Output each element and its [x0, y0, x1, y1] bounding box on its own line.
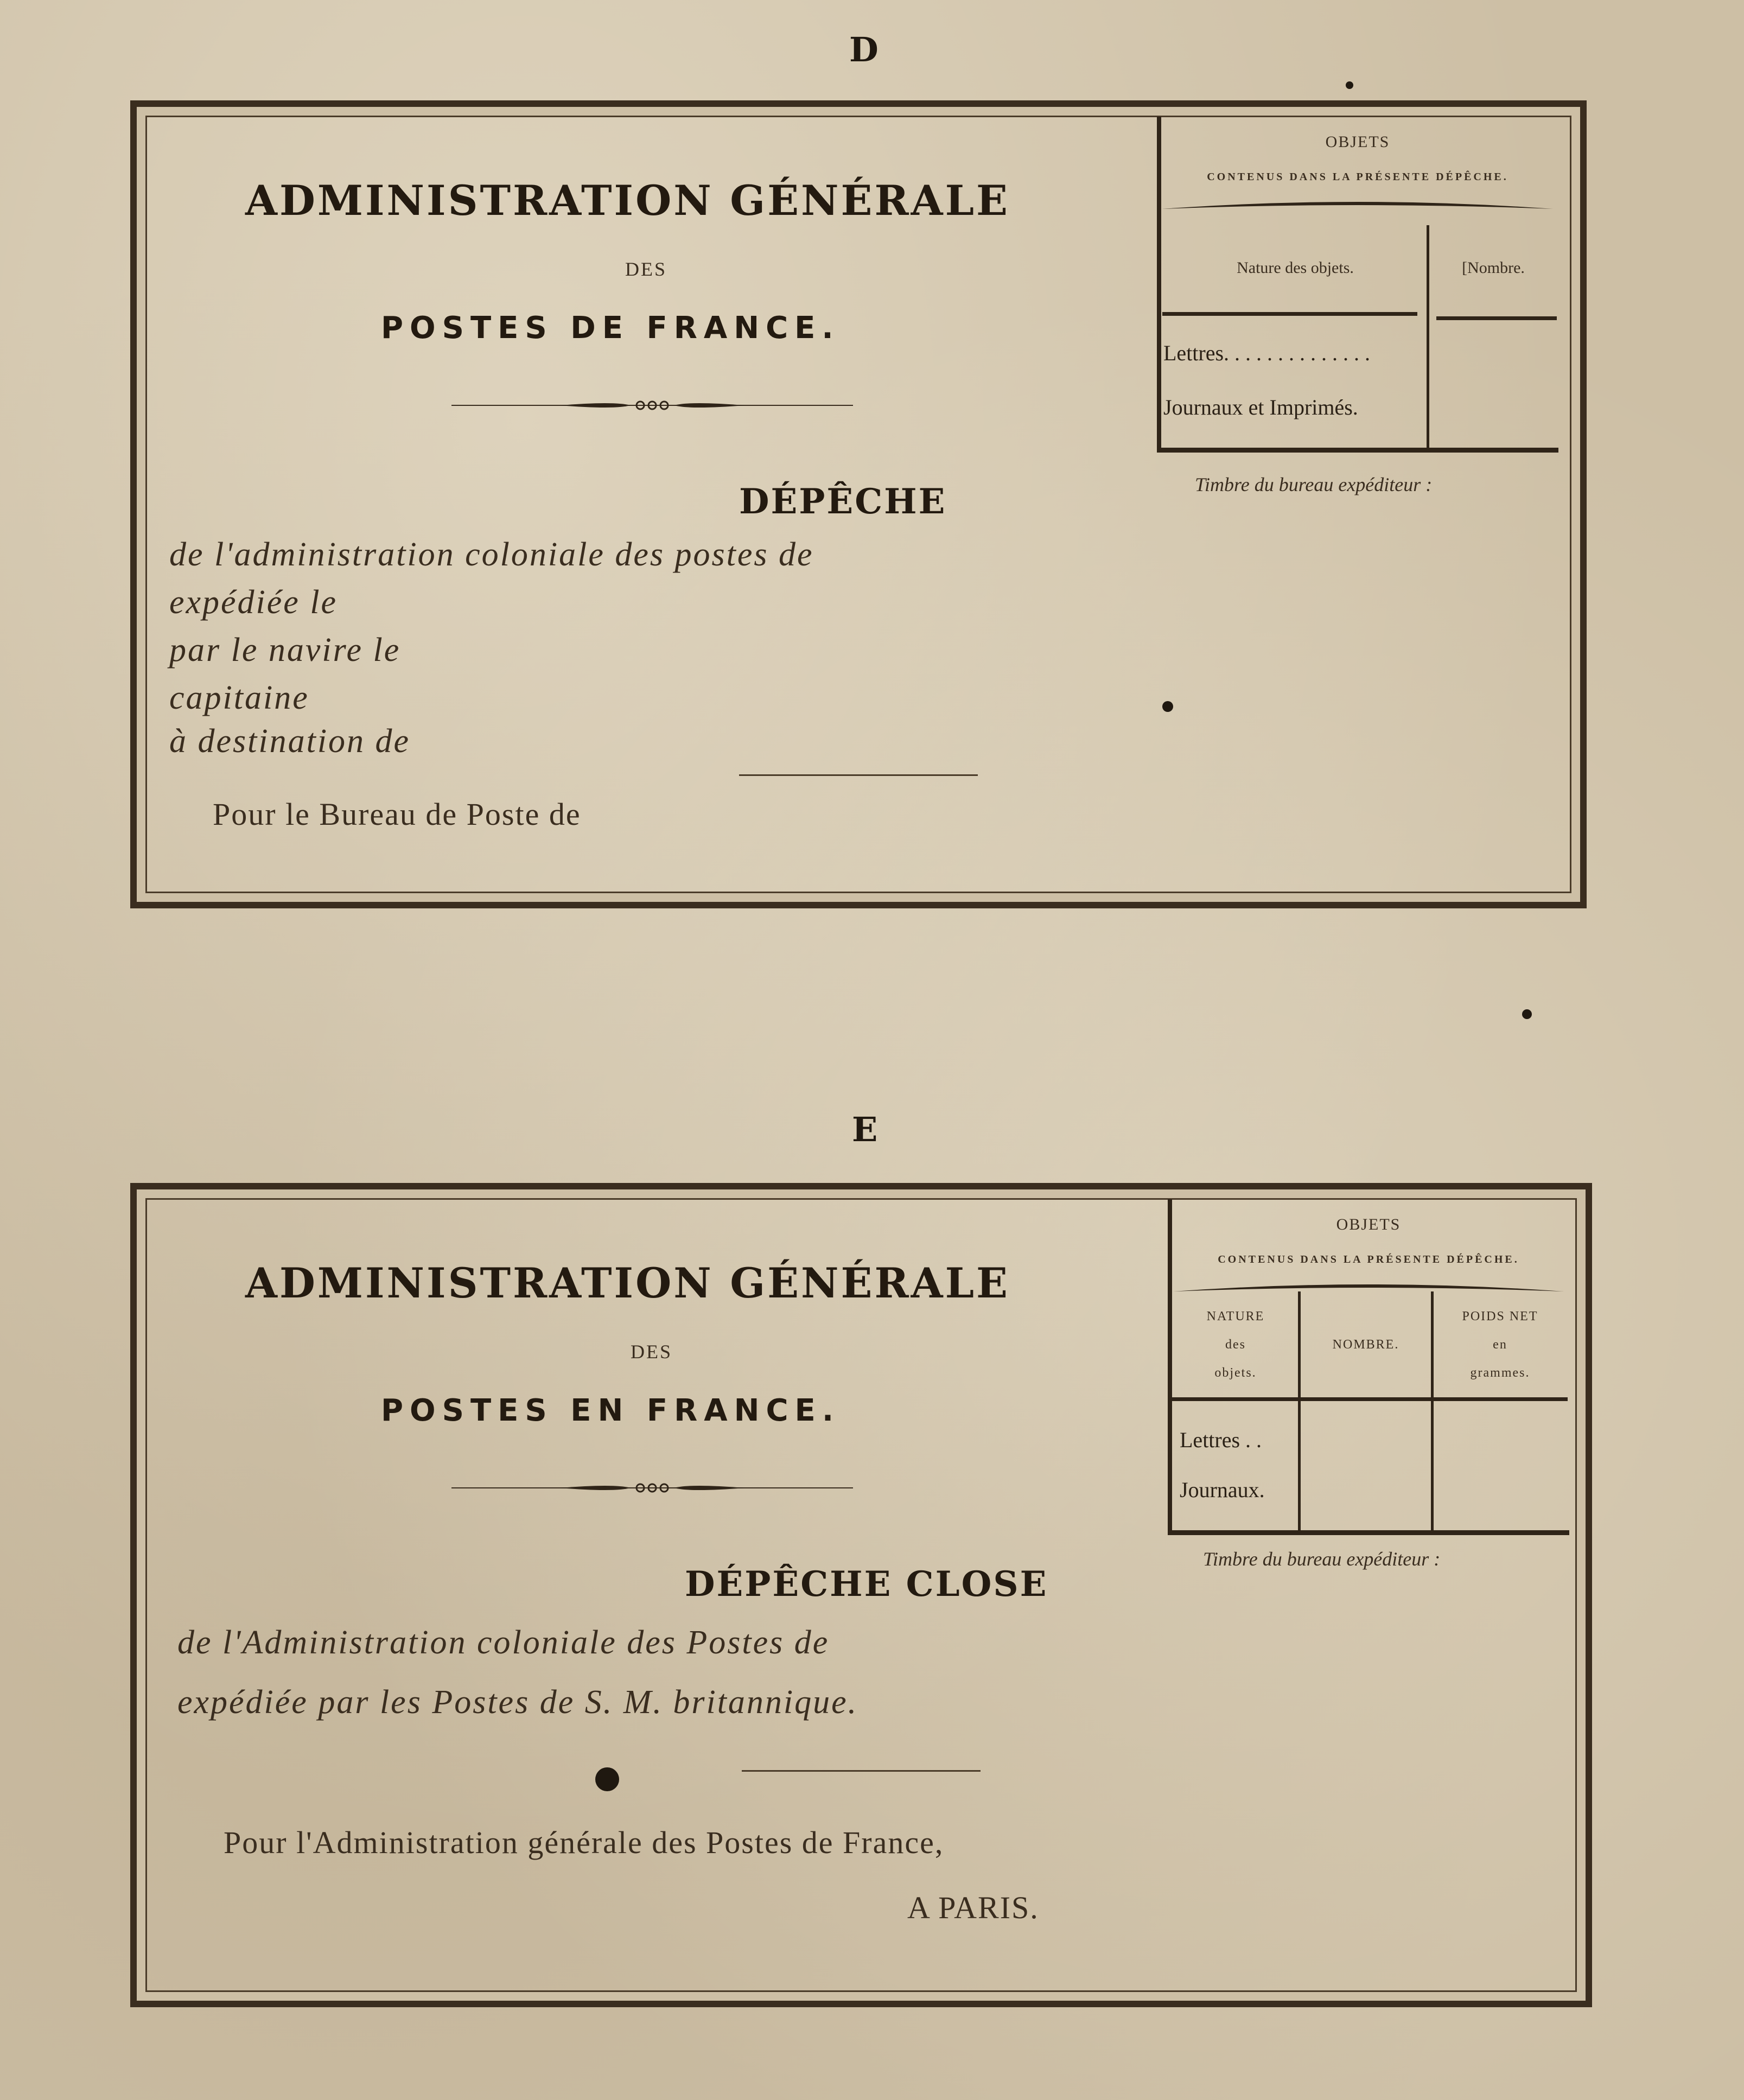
form-d-postes: POSTES DE FRANCE.	[381, 310, 840, 346]
form-e-dispatch-title: DÉPÊCHE CLOSE	[685, 1564, 1048, 1605]
form-e-col-nombre: NOMBRE.	[1332, 1338, 1399, 1352]
form-d-line-2: expédiée le	[169, 584, 338, 621]
form-e-pour: Pour l'Administration générale des Postes de France,	[224, 1825, 944, 1860]
form-d-signature-rule	[739, 774, 978, 776]
form-e-col-nature-3: objets.	[1214, 1366, 1257, 1380]
form-d-pour: Pour le Bureau de Poste de	[213, 797, 581, 832]
form-letter-e: E	[852, 1110, 878, 1149]
form-d-line-4: capitaine	[169, 679, 309, 716]
form-e-postes: POSTES EN FRANCE.	[381, 1393, 841, 1428]
form-e-title: ADMINISTRATION GÉNÉRALE	[245, 1259, 1010, 1307]
form-e-col-poids	[1434, 1302, 1567, 1387]
form-e-col-poids-3: grammes.	[1470, 1366, 1530, 1380]
form-d-box-heading: OBJETS	[1325, 133, 1390, 151]
ink-dot-middle	[1522, 1009, 1532, 1019]
form-d-card	[130, 100, 1587, 908]
form-d-box-subheading: CONTENUS DANS LA PRÉSENTE DÉPÊCHE.	[1207, 171, 1509, 183]
form-e-box-subheading: CONTENUS DANS LA PRÉSENTE DÉPÊCHE.	[1218, 1253, 1519, 1265]
form-d-title: ADMINISTRATION GÉNÉRALE	[245, 176, 1010, 225]
form-d-row-journaux: Journaux et Imprimés.	[1163, 395, 1358, 419]
form-e-signature-rule	[742, 1770, 981, 1772]
form-d-ornament	[451, 394, 853, 416]
form-e-row-lettres: Lettres . .	[1180, 1428, 1262, 1452]
form-e-objects-box	[1168, 1199, 1569, 1541]
form-d-dispatch-title: DÉPÊCHE	[739, 481, 947, 522]
form-e-box-swell-rule	[1168, 1281, 1569, 1297]
form-e-ink-dot	[595, 1767, 619, 1791]
form-d-ink-dot	[1162, 701, 1173, 712]
form-e-col-nature-2: des	[1225, 1338, 1246, 1352]
form-d-line-3: par le navire le	[169, 632, 401, 669]
form-d-col-nombre: [Nombre.	[1462, 259, 1525, 277]
form-e-col-poids-1: POIDS NET	[1462, 1309, 1538, 1323]
form-e-box-heading: OBJETS	[1336, 1216, 1401, 1233]
form-d-des: DES	[625, 258, 667, 280]
form-e-row-journaux: Journaux.	[1180, 1478, 1265, 1502]
form-e-ornament	[451, 1477, 853, 1499]
form-d-line-5: à destination de	[169, 723, 411, 760]
form-d-line-1: de l'administration coloniale des postes de	[169, 536, 814, 573]
ink-dot-top	[1346, 81, 1353, 89]
form-e-line-1: de l'Administration coloniale des Postes de	[177, 1624, 830, 1661]
form-d-objects-box	[1157, 117, 1561, 459]
form-e-col-nature	[1173, 1302, 1298, 1387]
form-e-col-poids-2: en	[1493, 1338, 1507, 1352]
form-d-col-nature: Nature des objets.	[1237, 259, 1354, 277]
form-e-paris: A PARIS.	[907, 1890, 1039, 1925]
form-e-des: DES	[631, 1341, 673, 1363]
form-letter-d: D	[849, 30, 879, 69]
form-e-col-nature-1: NATURE	[1206, 1309, 1265, 1323]
form-e-line-2: expédiée par les Postes de S. M. britannique.	[177, 1684, 858, 1721]
form-d-timbre: Timbre du bureau expéditeur :	[1195, 474, 1433, 495]
form-e-timbre: Timbre du bureau expéditeur :	[1203, 1548, 1441, 1570]
form-d-box-swell-rule	[1157, 198, 1558, 214]
form-e-card	[130, 1183, 1592, 2007]
form-d-row-lettres: Lettres. . . . . . . . . . . . . .	[1163, 341, 1371, 365]
